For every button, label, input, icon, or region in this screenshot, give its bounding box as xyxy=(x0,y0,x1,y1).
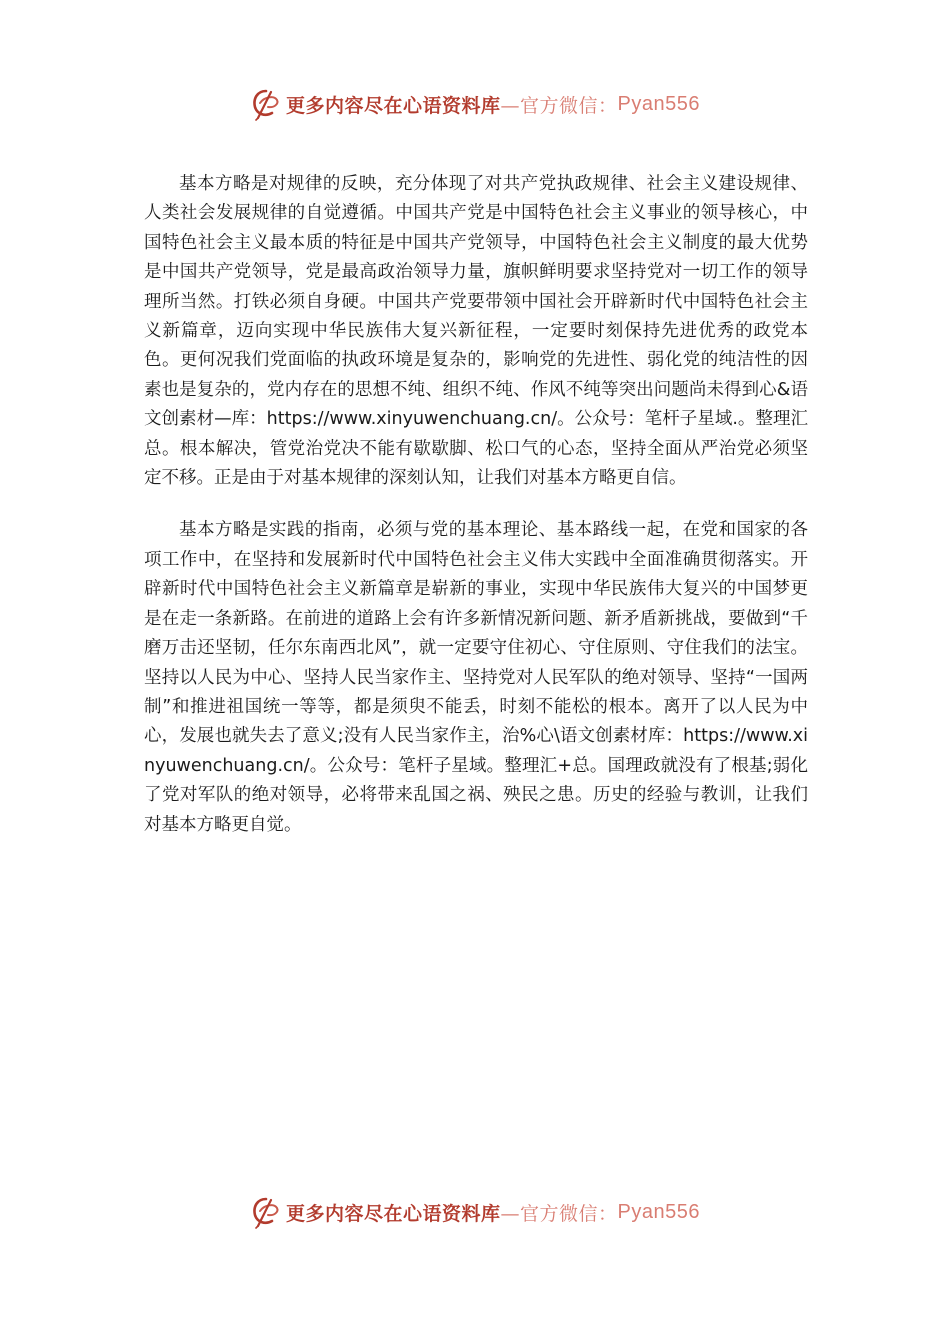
pen-swirl-logo-icon xyxy=(250,87,282,121)
footer-banner xyxy=(0,1192,950,1232)
document-body xyxy=(144,170,808,840)
pen-swirl-logo-icon xyxy=(250,1195,282,1229)
header-wechat-id: Pyan556 xyxy=(617,92,700,115)
header-brand-text: 更多内容尽在心语资料库 xyxy=(286,94,501,117)
paragraph-2: 基本方略是实践的指南，必须与党的基本理论、基本路线一起，在党和国家的各项工作中，在坚持和发展新时代中国特色社会主义伟大实践中全面准确贯彻落实。开辟新时代中国特色社会主义新篇章是崭新的事业，实现中华民族伟大复兴的中国梦更是在走一条新路。在前进的道路上会有许多新情况新问题、新矛盾新挑战，要做到“千磨万击还坚韧，任尔东南西北风”，就一定要守住初心、守住原则、守住我们的法宝。坚持以人民为中心、坚持人民当家作主、坚持党对人民军队的绝对领导、坚持“一国两制”和推进祖国统一等等，都是须臾不能丢，时刻不能松的根本。离开了以人民为中心，发展也就失去了意义;没有人民当家作主，治%心\语文创素材库：https://www.xinyuwenchuang.cn/。公众号：笔杆子星域。整理汇+总。国理政就没有了根基;弱化了党对军队的绝对领导，必将带来乱国之祸、殃民之患。历史的经验与教训，让我们对基本方略更自觉。 xyxy=(144,520,808,835)
footer-wechat-id: Pyan556 xyxy=(617,1200,700,1223)
header-wechat-label: —官方微信： xyxy=(500,94,618,117)
footer-brand-text: 更多内容尽在心语资料库 xyxy=(286,1202,501,1225)
footer-wechat-label: —官方微信： xyxy=(500,1202,618,1225)
paragraph-1: 基本方略是对规律的反映，充分体现了对共产党执政规律、社会主义建设规律、人类社会发展规律的自觉遵循。中国共产党是中国特色社会主义事业的领导核心，中国特色社会主义最本质的特征是中国共产党领导，中国特色社会主义制度的最大优势是中国共产党领导，党是最高政治领导力量，旗帜鲜明要求坚持党对一切工作的领导理所当然。打铁必须自身硬。中国共产党要带领中国社会开辟新时代中国特色社会主义新篇章，迈向实现中华民族伟大复兴新征程，一定要时刻保持先进优秀的政党本色。更何况我们党面临的执政环境是复杂的，影响党的先进性、弱化党的纯洁性的因素也是复杂的，党内存在的思想不纯、组织不纯、作风不纯等突出问题尚未得到心&语文创素材—库：https://www.xinyuwenchuang.cn/。公众号：笔杆子星域.。整理汇总。根本解决，管党治党决不能有歇歇脚、松口气的心态，坚持全面从严治党必须坚定不移。正是由于对基本规律的深刻认知，让我们对基本方略更自信。 xyxy=(144,174,808,489)
header-banner xyxy=(0,84,950,124)
